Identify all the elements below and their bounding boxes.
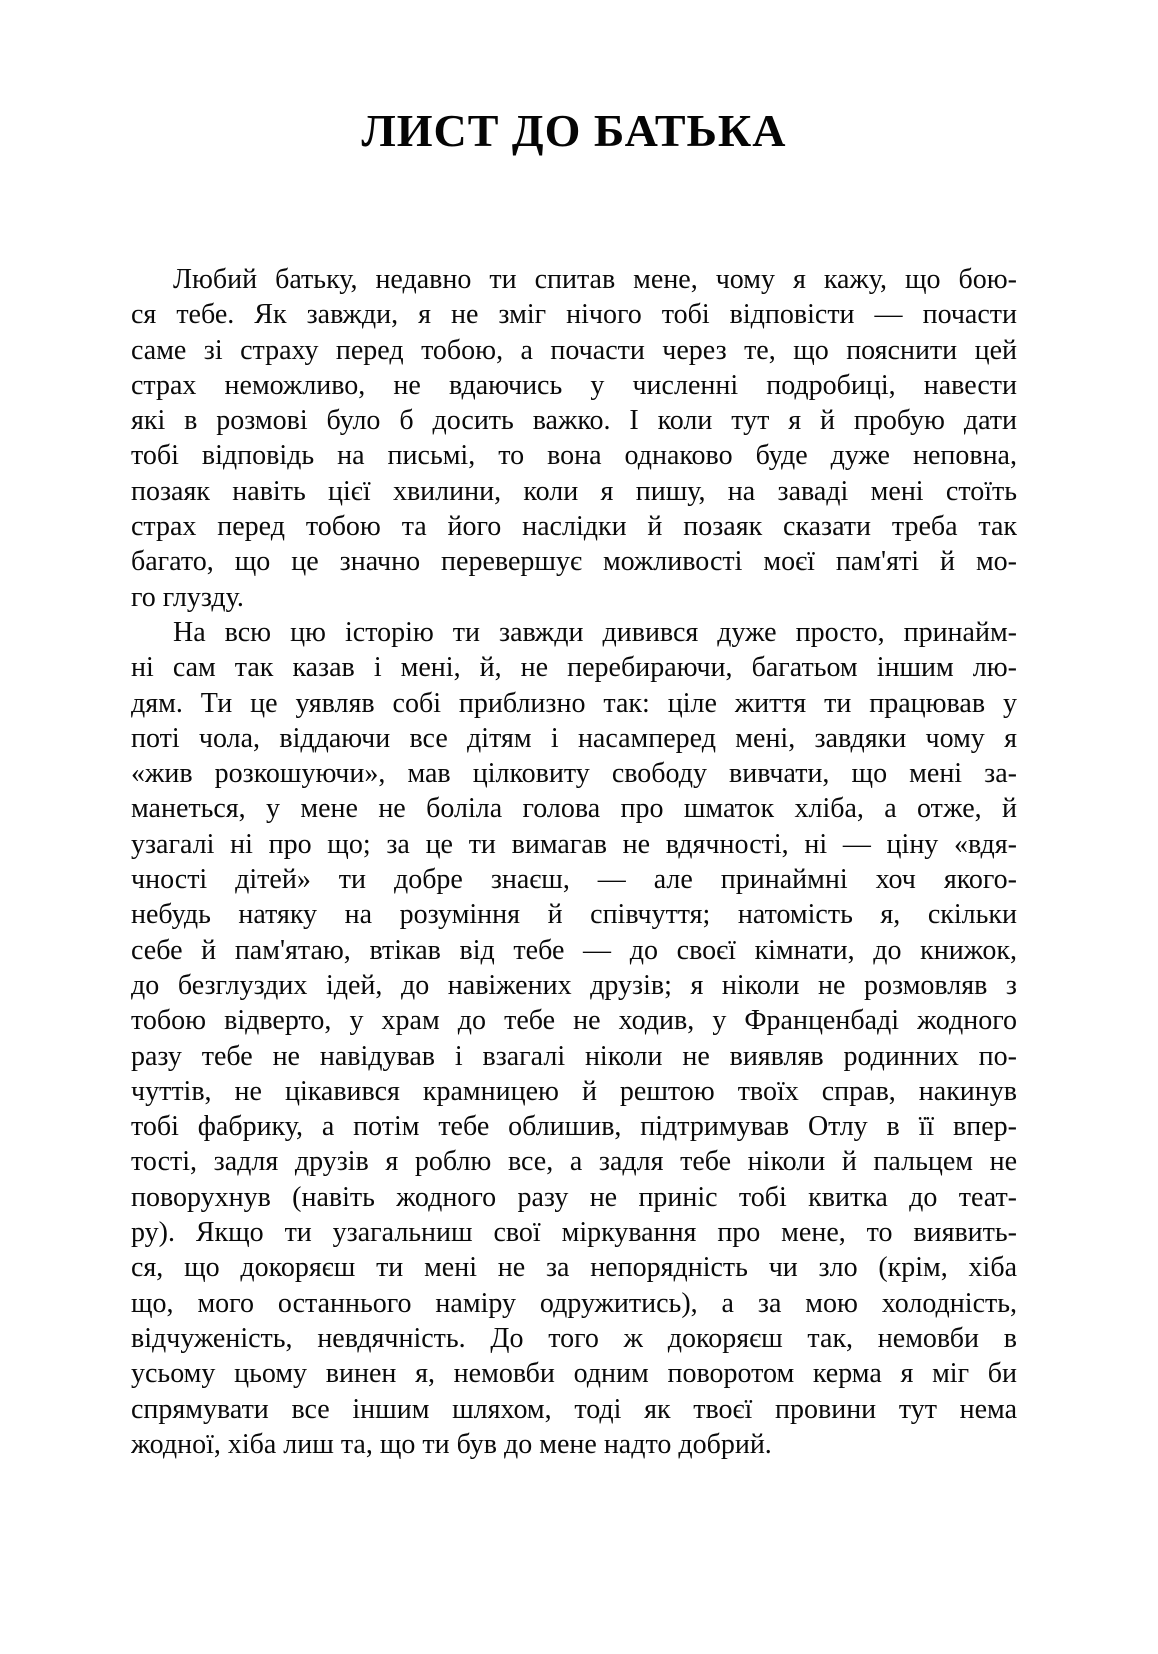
text-line: тобою відверто, у храм до тебе не ходив, у Франценбаді жодного xyxy=(131,1005,1017,1037)
text-line: страх неможливо, не вдаючись у численні подробиці, навести xyxy=(131,369,1017,401)
text-line: ся тебе. Як завжди, я не зміг нічого тобі відповісти — почасти xyxy=(131,299,1017,331)
text-line: небудь натяку на розуміння й співчуття; натомість я, скільки xyxy=(131,899,1017,931)
text-line: поворухнув (навіть жодного разу не приніс тобі квитка до теат- xyxy=(131,1181,1017,1213)
text-line: саме зі страху перед тобою, а почасти через те, що пояснити цей xyxy=(131,334,1017,366)
text-line: чності дітей» ти добре знаєш, — але принаймні хоч якого- xyxy=(131,864,1017,896)
paragraph xyxy=(131,615,1017,1462)
text-line: разу тебе не навідував і взагалі ніколи не виявляв родинних по- xyxy=(131,1040,1017,1072)
text-line: що, мого останнього наміру одружитись), а за мою холодність, xyxy=(131,1287,1017,1319)
text-line: жодної, хіба лиш та, що ти був до мене надто добрий. xyxy=(131,1428,772,1460)
text-line: до безглуздих ідей, до навіжених друзів; я ніколи не розмовляв з xyxy=(131,969,1017,1001)
text-line: які в розмові було б досить важко. І коли тут я й пробую дати xyxy=(131,405,1017,437)
body-text xyxy=(131,262,1017,1462)
text-line: поті чола, віддаючи все дітям і насамперед мені, завдяки чому я xyxy=(131,722,1017,754)
text-line: себе й пам'ятаю, втікав від тебе — до своєї кімнати, до книжок, xyxy=(131,934,1017,966)
text-line: «жив розкошуючи», мав цілковиту свободу вивчати, що мені за- xyxy=(131,758,1017,790)
text-line: тості, задля друзів я роблю все, а задля тебе ніколи й пальцем не xyxy=(131,1146,1017,1178)
text-line: го глузду. xyxy=(131,581,244,613)
text-line: позаяк навіть цієї хвилини, коли я пишу, на заваді мені стоїть xyxy=(131,475,1017,507)
paragraph xyxy=(131,262,1017,615)
chapter-title: ЛИСТ ДО БАТЬКА xyxy=(361,105,787,156)
text-line: усьому цьому винен я, немовби одним поворотом керма я міг би xyxy=(131,1358,1017,1390)
text-line: дям. Ти це уявляв собі приблизно так: ціле життя ти працював у xyxy=(131,687,1017,719)
text-line: чуттів, не цікавився крамницею й рештою твоїх справ, накинув xyxy=(131,1075,1017,1107)
text-line: відчуженість, невдячність. До того ж докоряєш так, немовби в xyxy=(131,1322,1017,1354)
text-line: ру). Якщо ти узагальниш свої міркування про мене, то виявить- xyxy=(131,1217,1017,1249)
text-line: страх перед тобою та його наслідки й позаяк сказати треба так xyxy=(131,511,1017,543)
text-line: манеться, у мене не боліла голова про шматок хліба, а отже, й xyxy=(131,793,1017,825)
text-line: ні сам так казав і мені, й, не перебираючи, багатьом іншим лю- xyxy=(131,652,1017,684)
text-line: спрямувати все іншим шляхом, тоді як твоєї провини тут нема xyxy=(131,1393,1017,1425)
text-line: На всю цю історію ти завжди дивився дуже просто, принайм- xyxy=(173,616,1017,648)
text-line: тобі відповідь на письмі, то вона однаково буде дуже неповна, xyxy=(131,440,1017,472)
text-line: Любий батьку, недавно ти спитав мене, чому я кажу, що бою- xyxy=(173,264,1017,295)
text-line: тобі фабрику, а потім тебе облишив, підтримував Отлу в її впер- xyxy=(131,1111,1017,1143)
text-line: ся, що докоряєш ти мені не за непорядність чи зло (крім, хіба xyxy=(131,1252,1017,1284)
text-line: багато, що це значно перевершує можливості моєї пам'яті й мо- xyxy=(131,546,1017,578)
text-line: узагалі ні про що; за це ти вимагав не вдячності, ні — ціну «вдя- xyxy=(131,828,1017,860)
